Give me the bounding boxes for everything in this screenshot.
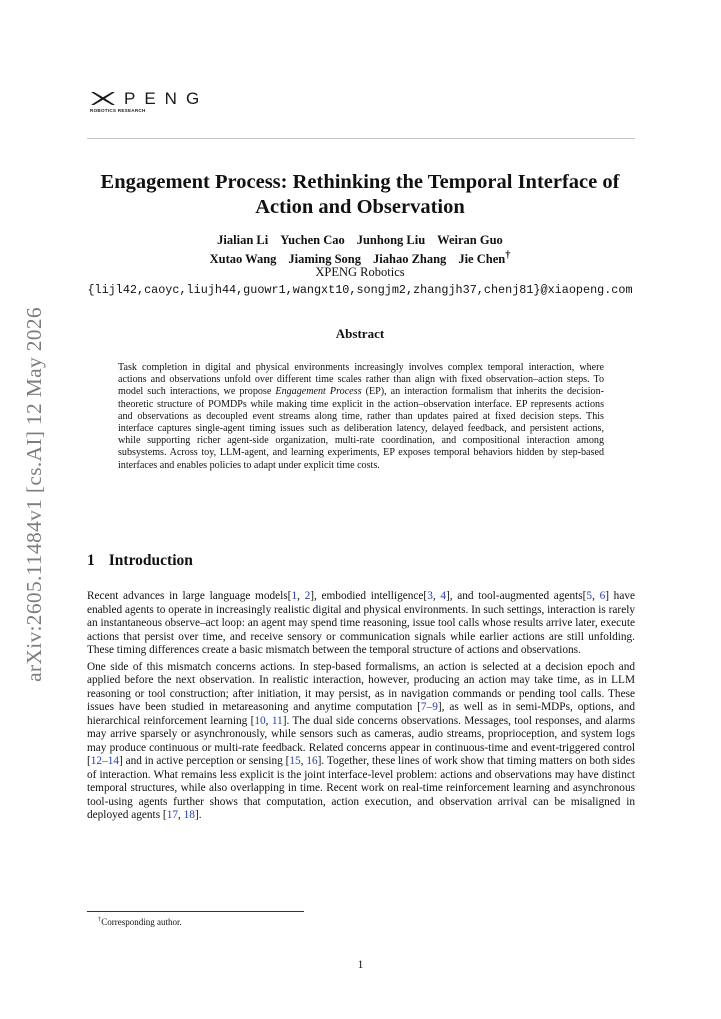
author-name-corresponding: Jie Chen† [458,250,511,267]
paper-title [70,170,650,220]
abstract-term: Engagement Process [275,386,362,398]
title-line-2: Action and Observation [255,196,465,218]
authors-row-1 [80,233,640,248]
author-name: Jiahao Zhang [373,252,447,267]
introduction-body [87,590,635,826]
xpeng-x-mark-icon [90,91,116,106]
section-number: 1 [87,552,95,569]
author-name: Xutao Wang [209,252,277,267]
citation-link[interactable]: 1 [291,590,298,602]
citation-link[interactable]: 11 [271,714,283,727]
logo-wordmark: PENG [124,89,209,108]
xpeng-logo [90,91,208,113]
arxiv-stamp-text: arXiv:2605.11484v1 [cs.AI] 12 May 2026 [21,307,46,682]
citation-link[interactable]: 15 [289,755,301,767]
intro-paragraph-1: Recent advances in large language models[1, 2], embodied intelligence[3, 4], and tool-augmented agents[5, 6] have enabled agents to operate in increasingly realistic digital and physical environments. In such settings, interaction is rarely an instantaneous observe–act loop: an agent may spend time reasoning, issue tool calls whose results arrive later, execute actions that persist over time, and receive sensory or communication signals while earlier actions are still unfolding. These timing differences create a basic mismatch between the temporal structure of actions and observations. [87,590,635,656]
abstract-body: Task completion in digital and physical environments increasingly involves complex temporal interaction, where actions and observations unfold over different time scales rather than align with fixed observation–action steps. To model such interactions, we propose Engagement Process (EP), an interaction formalism that inherits the decision-theoretic structure of POMDPs while making time explicit in the action–observation interface. EP represents actions and observations as decoupled event streams along time, rather than updates paired at fixed decision steps. This interface captures single-agent timing issues such as deliberation latency, delayed feedback, and persistent actions, while supporting richer agent-side organization, multi-rate coordination, and compositional interaction among subsystems. Across toy, LLM-agent, and learning experiments, EP exposes temporal behaviors hidden by step-based interfaces and enables policies to adapt under explicit time costs. [118,362,604,471]
footnote [98,916,182,927]
citation-link[interactable]: 16 [306,755,318,767]
citation-link[interactable]: 4 [440,590,446,602]
footnote-text: Corresponding author. [101,917,182,927]
citation-link[interactable]: 17 [166,809,178,821]
author-name: Weiran Guo [437,233,503,247]
affiliation: XPENG Robotics [315,265,405,279]
title-line-1: Engagement Process: Rethinking the Temporal Interface of [100,171,620,193]
author-emails: {lijl42,caoyc,liujh44,guowr1,wangxt10,songjm2,zhangjh37,chenj81}@xiaopeng.com [87,283,633,297]
citation-link[interactable]: 3 [427,590,433,602]
author-name: Yuchen Cao [280,233,345,247]
section-title: Introduction [108,552,193,569]
abstract-heading: Abstract [335,326,385,341]
intro-paragraph-2: One side of this mismatch concerns actions. In step-based formalisms, an action is selected at a decision epoch and applied before the next observation. In realistic interaction, however, producing an action may take time, as in LLM reasoning or tool construction; after initiation, it may persist, as in navigation commands or pending tool calls. These issues have been studied in metareasoning and anytime computation [7–9], as well as in semi-MDPs, options, and hierarchical reinforcement learning [10, 11]. The dual side concerns observations. Messages, tool responses, and alarms may arrive sparsely or asynchronously, while sensors such as cameras, audio streams, proprioception, and system logs may produce continuous or multi-rate feedback. Related concerns appear in continuous-time and event-triggered control [12–14] and in active perception or sensing [15, 16]. Together, these lines of work show that timing matters on both sides of interaction. What remains less explicit is the joint interface-level problem: actions and observations may have distinct temporal structures, while also overlapping in time. Recent work on real-time reinforcement learning and asynchronous tool-using agents further shows that computation, action execution, and observation arrival can be misaligned in deployed agents [17, 18]. [87,660,635,821]
citation-link[interactable]: 18 [183,809,195,821]
citation-link[interactable]: 7–9 [420,701,438,713]
footnote-mark: † [98,916,102,923]
citation-link[interactable]: 6 [599,590,606,602]
citation-link[interactable]: 2 [304,590,311,602]
page-number: 1 [357,959,364,971]
section-heading [87,552,193,570]
logo-subtitle: ROBOTICS RESEARCH [90,108,146,113]
author-name: Jiaming Song [288,252,362,267]
author-name: Jialian Li [217,233,269,247]
author-list [80,233,640,267]
author-name: Junhong Liu [356,233,426,247]
citation-link[interactable]: 5 [586,590,593,602]
citation-link[interactable]: 12–14 [90,755,120,767]
footnote-divider [87,911,304,912]
citation-link[interactable]: 10 [254,714,266,727]
arxiv-stamp [14,297,54,692]
header-divider [87,138,635,139]
corresponding-mark: † [505,250,511,261]
